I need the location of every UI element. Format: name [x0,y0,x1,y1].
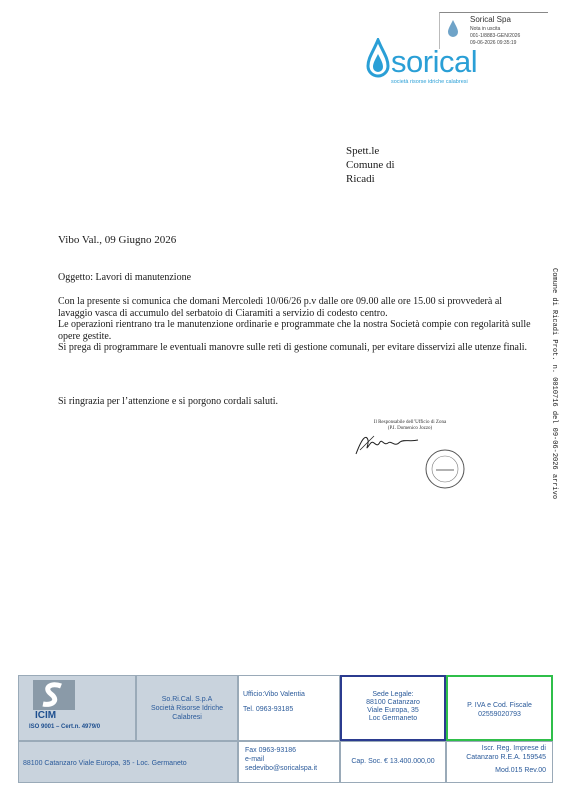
vat-number: 02559020793 [478,711,521,718]
sede-line: Viale Europa, 35 [367,707,419,714]
address-line: 88100 Catanzaro Viale Europa, 35 - Loc. Germaneto [23,760,187,767]
register-line: Catanzaro R.E.A. 159545 [466,754,546,761]
letter-closing: Si ringrazia per l’attenzione e si porgono cordali saluti. [58,396,279,407]
share-capital-cell [340,741,446,783]
icim-logo-icon [33,680,75,710]
body-paragraph: Con la presente si comunica che domani Mercoledì 10/06/26 p.v dalle ore 09.00 alle ore 15.00 si provvederà al lavaggio vasca di accumulo del serbatoio di Ciaramiti a servizio di codesto centro. [58,296,503,319]
register-cell [446,741,553,783]
icim-cell [18,675,136,741]
sede-line: Sede Legale: [372,691,414,698]
stamp-line: 001-1/8883-GEN/2026 [470,33,521,39]
vat-cell [446,675,553,741]
handwritten-signature [352,430,422,458]
vat-label: P. IVA e Cod. Fiscale [467,702,532,709]
body-paragraph: Si prega di programmare le eventuali manovre sulle reti di gestione comunali, per evitare disservizi alle utenze finali. [58,342,527,353]
office-cell [238,675,340,741]
recipient-line: Ricadi [346,173,375,185]
letter-body [58,296,534,354]
body-paragraph: Le operazioni rientrano tra le manutenzione ordinarie e programmate che la nostra Società compie con regolarità sulle opere gestite. [58,319,531,342]
form-code: Mod.015 Rev.00 [495,767,546,774]
iso-cert: ISO 9001 – Cert.n. 4979/0 [29,724,101,730]
stamp-company: Sorical Spa [470,15,511,24]
sorical-drop-icon [446,19,460,39]
sede-line: Loc Germaneto [368,715,418,722]
office-line: Ufficio:Vibo Valentia [243,691,305,698]
company-line: Calabresi [172,714,202,721]
protocol-vertical-text: Comune di Ricadi Prot. n. 0010716 del 09-06-2026 arrivo [550,268,558,500]
letter-footer [18,675,553,783]
letter-subject: Oggetto: Lavori di manutenzione [58,272,192,283]
recipient-line: Comune di [346,159,395,171]
stamp-line: Nota in uscita [470,26,501,32]
fax-line: Fax 0963-93186 [245,747,296,754]
email-label: e-mail [245,756,265,763]
signer-title: Il Responsabile dell’Ufficio di Zona [373,420,447,425]
recipient-address [346,144,395,186]
office-phone: Tel. 0963-93185 [243,706,294,713]
company-line: Società Risorse Idriche [151,705,223,712]
stamp-line: 09-06-2026 09:35:19 [470,40,517,46]
protocol-vertical-stamp [546,268,560,518]
sorical-logo [365,38,495,90]
letter-date: Vibo Val., 09 Giugno 2026 [58,234,177,246]
register-line: Iscr. Reg. Imprese di [481,745,546,752]
sede-line: 88100 Catanzaro [366,699,420,706]
address-cell [18,741,238,783]
email-address: sedevibo@soricalspa.it [245,765,318,772]
sede-cell [340,675,446,741]
logo-word: sorical [391,44,478,79]
icim-label: ICIM [35,710,57,721]
contact-cell [238,741,340,783]
company-cell [136,675,238,741]
share-capital: Cap. Soc. € 13.400.000,00 [351,758,435,765]
company-line: So.Ri.Cal. S.p.A [161,696,213,703]
logo-tagline: società risorse idriche calabresi [391,79,468,85]
recipient-line: Spett.le [346,145,380,157]
water-drop-icon [365,38,391,82]
signer-name: (P.I. Domenico Jozzo) [387,426,433,431]
company-seal [424,448,466,490]
